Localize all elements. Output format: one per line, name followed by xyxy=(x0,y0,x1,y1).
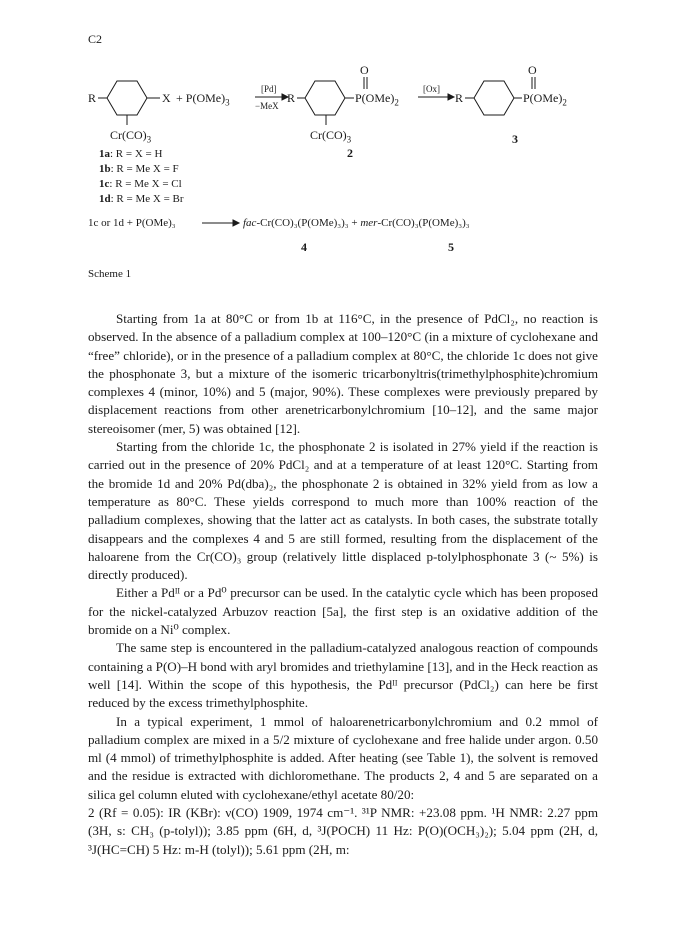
compound-1a: 1a: R = X = H xyxy=(99,148,163,160)
benzene-ring-2 xyxy=(305,81,345,115)
product-3-r: R xyxy=(455,91,464,105)
paragraph-6: 2 (Rf = 0.05): IR (KBr): ν(CO) 1909, 1974 cm⁻¹. ³¹P NMR: +23.08 ppm. ¹H NMR: 2.27 ppm (3H, s: CH₃ (p-tolyl)); 3.85 ppm (6H, d, ³J(POCH) 11 Hz: P(O)(OCH₃)₂); 5.04 ppm (2H, d, ³J(HC=CH) 5 Hz: m-H (tolyl)); 5.61 ppm (2H, m: xyxy=(88,805,598,857)
reagent: + $P(OMe)_3$ xyxy=(176,91,230,108)
product-2-group: $P(OMe)_2$ xyxy=(355,91,399,108)
compound-number-2: 2 xyxy=(347,146,353,160)
reactant-x: X xyxy=(162,91,171,105)
reactant-complex: $Cr(CO)_3$ xyxy=(110,128,152,145)
product-3-group: $P(OMe)_2$ xyxy=(523,91,567,108)
arrow-2-top-label: [Ox] xyxy=(423,84,440,94)
compound-1d: 1d: R = Me X = Br xyxy=(99,193,184,205)
arrow-1-top-label: [Pd] xyxy=(261,84,277,94)
product-2-oxygen: O xyxy=(360,63,369,77)
product-3-oxygen: O xyxy=(528,63,537,77)
paragraph-2: Starting from the chloride 1c, the phosphonate 2 is isolated in 27% yield if the reaction is carried out in the presence of 20% PdCl₂ and at a temperature of at least 120°C. Starting from the bromide 1d and 20% Pd(dba)₂, the phosphonate 2 is obtained in 32% yield from as low a temperature as 80°C. These yields correspond to much more than 100% reaction of the palladium complexes, showing that the latter act as catalysts. In both cases, the substrate totally disappears and the complexes 4 and 5 are still formed, resulting from the displacement of the haloarene from the Cr(CO)₃ group (relatively little displaced p-tolylphosphonate 3 (~ 5%) is directly produced). xyxy=(88,439,598,583)
reactant-r: R xyxy=(88,91,97,105)
compound-list xyxy=(99,147,184,207)
page-code: C2 xyxy=(88,32,103,46)
benzene-ring-1 xyxy=(107,81,147,115)
compound-1b: 1b: R = Me X = F xyxy=(99,163,179,175)
scheme-caption: Scheme 1 xyxy=(88,268,132,280)
paragraph-1: Starting from 1a at 80°C or from 1b at 116°C, in the presence of PdCl₂, no reaction is observed. In the absence of a palladium complex at 100–120°C (in a mixture of cyclohexane and “free” chloride), or in the presence of a palladium complex at 80°C, the chloride 1c does not give the phosphonate 3, but a mixture of the isomeric tricarbonyltris(trimethylphosphite)chromium complexes 4 (minor, 10%) and 5 (major, 90%). These complexes were previously prepared by displacement reactions from other arenetricarbonylchromium [10–12], and the same major stereoisomer (mer, 5) was obtained [12]. xyxy=(88,311,598,436)
arrow-1-bottom-label: −MeX xyxy=(255,101,279,111)
reaction-scheme xyxy=(0,0,680,300)
compound-number-4: 4 xyxy=(301,240,307,254)
body-text xyxy=(88,310,598,859)
compound-1c: 1c: R = Me X = Cl xyxy=(99,178,182,190)
compound-number-3: 3 xyxy=(512,132,518,146)
paragraph-4: The same step is encountered in the palladium-catalyzed analogous reaction of compounds containing a P(O)–H bond with aryl bromides and triethylamine [13], and in the Heck reaction as well [14]. Within the scope of this hypothesis, the Pdᴵᴵ precursor (PdCl₂) can here be first reduced by the excess trimethylphosphite. xyxy=(88,640,598,711)
compound-number-5: 5 xyxy=(448,240,454,254)
product-2-r: R xyxy=(287,91,296,105)
second-reaction-lhs: 1c or 1d + P(OMe)₃ xyxy=(88,217,176,229)
paragraph-3: Either a Pdᴵᴵ or a Pd⁰ precursor can be used. In the catalytic cycle which has been proposed for the nickel-catalyzed Arbuzov reaction [5a], the first step is an oxidative addition of the bromide on a Ni⁰ complex. xyxy=(88,585,598,638)
product-2-complex: $Cr(CO)_3$ xyxy=(310,128,352,145)
paragraph-5: In a typical experiment, 1 mmol of haloarenetricarbonylchromium and 0.2 mmol of palladium complex are mixed in a 5/2 mixture of cyclohexane and free halide under argon. 0.50 ml (4 mmol) of trimethylphosphite is added. After heating (see Table 1), the solvent is removed and the residue is extracted with dichloromethane. The products 2, 4 and 5 are separated on a silica gel column eluted with cyclohexane/ethyl acetate 80/20: xyxy=(88,713,598,802)
benzene-ring-3 xyxy=(474,81,514,115)
second-reaction-rhs: fac-Cr(CO)₃(P(OMe)₃)₃ + mer-Cr(CO)₃(P(OMe)₃)₃ xyxy=(243,217,470,229)
